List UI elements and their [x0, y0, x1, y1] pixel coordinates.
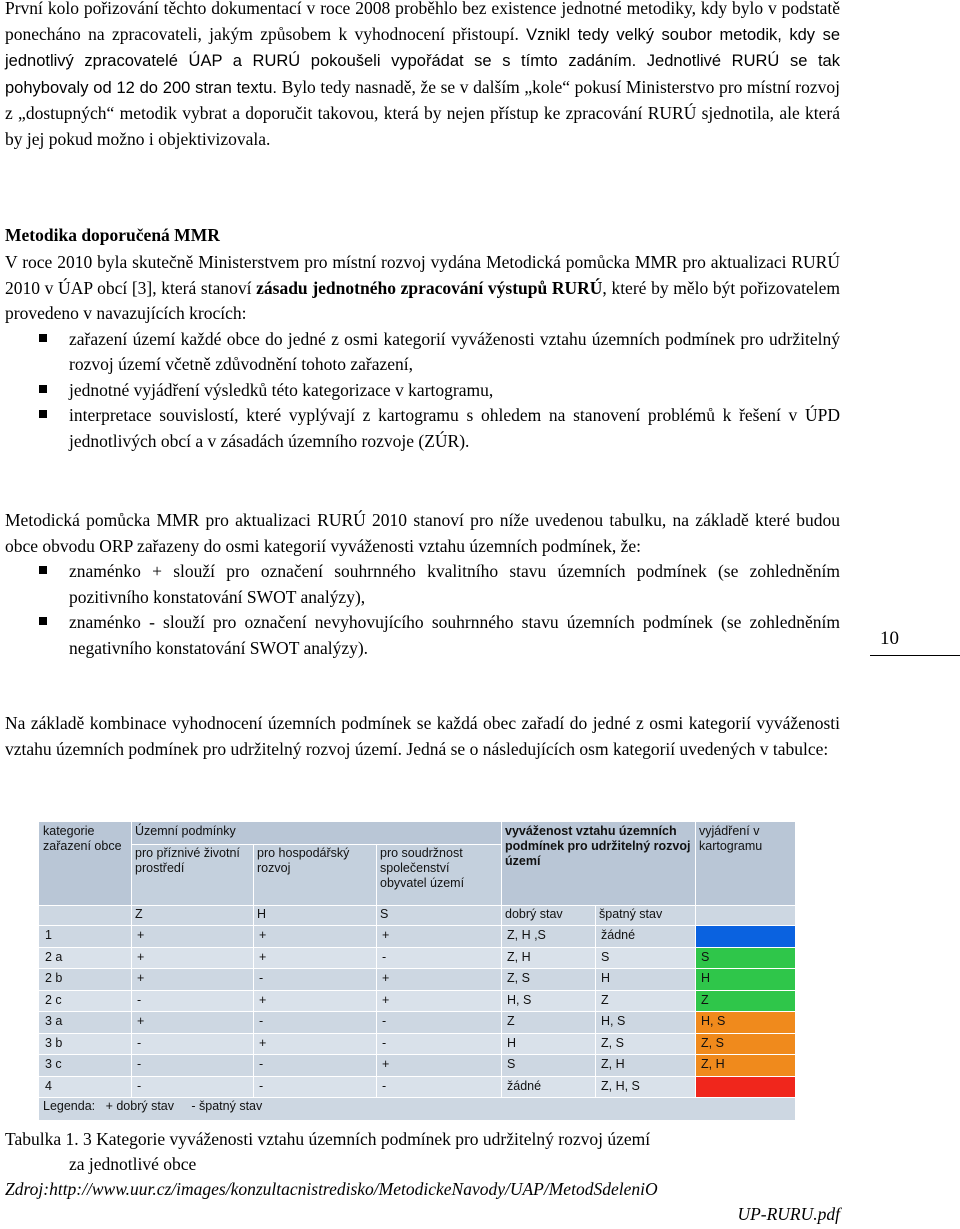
table-legend	[39, 1097, 795, 1120]
source-note	[5, 1177, 840, 1227]
grid-line	[253, 844, 254, 1097]
subheader-s: S	[376, 905, 501, 925]
table-cell-z: +	[131, 925, 253, 947]
map-color-cell	[695, 1076, 795, 1098]
subheader-z: Z	[131, 905, 253, 925]
table-cell-bad: Z, H, S	[595, 1076, 695, 1098]
table-cell-good: Z, S	[501, 968, 595, 990]
methodology-paragraph	[5, 250, 840, 454]
table-cell-z: +	[131, 947, 253, 969]
table-cell-bad: žádné	[595, 925, 695, 947]
subheader-empty	[39, 905, 131, 925]
table-cell-cat: 2 a	[39, 947, 131, 969]
grid-line	[39, 1033, 795, 1034]
subheader-map-empty	[695, 905, 795, 925]
table-cell-h: -	[253, 968, 376, 990]
legend-minus: - špatný stav	[191, 1099, 263, 1113]
sign-item: znaménko + slouží pro označení souhrnného kvalitního stavu územních podmínek (se zohledněním pozitivního konstatování SWOT analýzy),	[5, 559, 840, 610]
table-cell-cat: 3 a	[39, 1011, 131, 1033]
table-cell-bad: Z, S	[595, 1033, 695, 1055]
table-cell-good: S	[501, 1054, 595, 1076]
intro-paragraph	[5, 0, 840, 152]
table-cell-cat: 1	[39, 925, 131, 947]
table-cell-good: Z, H	[501, 947, 595, 969]
map-color-cell: Z, H	[695, 1054, 795, 1076]
grid-line	[39, 1011, 795, 1012]
grid-line	[39, 1097, 795, 1098]
table-cell-s: -	[376, 947, 501, 969]
table-cell-s: +	[376, 925, 501, 947]
header-balance: vyváženost vztahu územních podmínek pro udržitelný rozvoj území	[501, 822, 695, 905]
source-line-1: Zdroj:http://www.uur.cz/images/konzultacnistredisko/MetodickeNavody/UAP/MetodSdeleniO	[5, 1179, 658, 1199]
header-conditions: Územní podmínky	[131, 822, 501, 844]
table-cell-cat: 4	[39, 1076, 131, 1098]
table-cell-bad: S	[595, 947, 695, 969]
grid-line	[131, 844, 501, 845]
methodology-bold-text: zásadu jednotného zpracování výstupů RURÚ	[256, 277, 603, 298]
grid-line	[39, 947, 795, 948]
methodology-text-a: V roce 2010 byla skutečně Ministerstvem pro místní rozvoj vydána Metodická pomůcka MMR pro aktualizaci RURÚ 2010 v ÚAP obcí [3], která stanoví	[5, 252, 840, 298]
sign-item: znaménko - slouží pro označení nevyhovujícího souhrnného stavu územních podmínek (se zohledněním negativního konstatování SWOT analýzy).	[5, 610, 840, 661]
table-cell-good: H, S	[501, 990, 595, 1012]
table-cell-good: Z, H ,S	[501, 925, 595, 947]
table-cell-bad: H	[595, 968, 695, 990]
table-cell-cat: 2 b	[39, 968, 131, 990]
intro-text-c: Bylo tedy nasnadě, že se v dalším „kole“ pokusí Ministerstvo pro místní rozvoj z „dostupných“ metodik vybrat a doporučit takovou, která by nejen přístup ke zpracování RURÚ sjednotila, ale která by jej pokud možno i objektivizovala.	[5, 76, 840, 149]
steps-list	[5, 327, 840, 455]
header-map: vyjádření v kartogramu	[695, 822, 795, 905]
grid-line	[501, 822, 502, 1097]
grid-line	[39, 925, 795, 926]
table-cell-z: -	[131, 1054, 253, 1076]
table-cell-s: +	[376, 968, 501, 990]
grid-line	[39, 1076, 795, 1077]
header-economy: pro hospodářský rozvoj	[253, 844, 376, 905]
signs-intro-text: Metodická pomůcka MMR pro aktualizaci RURÚ 2010 stanoví pro níže uvedenou tabulku, na základě které budou obce obvodu ORP zařazeny do osmi kategorií vyváženosti vztahu územních podmínek, že:	[5, 510, 840, 556]
table-cell-h: -	[253, 1054, 376, 1076]
header-category: kategorie zařazení obce	[39, 822, 131, 905]
map-color-cell: Z	[695, 990, 795, 1012]
table-cell-z: -	[131, 1076, 253, 1098]
page-number: 10	[880, 628, 899, 649]
table-cell-bad: Z, H	[595, 1054, 695, 1076]
table-cell-h: -	[253, 1076, 376, 1098]
table-cell-h: -	[253, 1011, 376, 1033]
signs-list	[5, 559, 840, 661]
header-cohesion: pro soudržnost společenství obyvatel území	[376, 844, 501, 905]
legend-plus: + dobrý stav	[105, 1099, 175, 1113]
methodology-text-c: , které by mělo být pořizovatelem provedeno v navazujících krocích:	[5, 277, 840, 323]
header-environment: pro příznivé životní prostředí	[131, 844, 253, 905]
table-cell-good: Z	[501, 1011, 595, 1033]
grid-line	[595, 905, 596, 1097]
subheader-good: dobrý stav	[501, 905, 595, 925]
table-cell-z: -	[131, 1033, 253, 1055]
map-color-cell: H, S	[695, 1011, 795, 1033]
table-cell-z: +	[131, 1011, 253, 1033]
subheader-bad: špatný stav	[595, 905, 695, 925]
grid-line	[39, 905, 795, 906]
table-cell-good: žádné	[501, 1076, 595, 1098]
legend-label: Legenda:	[43, 1099, 96, 1113]
map-color-cell: S	[695, 947, 795, 969]
table-cell-bad: H, S	[595, 1011, 695, 1033]
caption-line-2: za jednotlivé obce	[69, 1154, 197, 1174]
signs-paragraph	[5, 508, 840, 661]
categories-table	[39, 822, 795, 1120]
categories-paragraph: Na základě kombinace vyhodnocení územních podmínek se každá obec zařadí do jedné z osmi kategorií vyváženosti vztahu územních podmínek pro udržitelný rozvoj území. Jedná se o následujících osm kategorií uvedených v tabulce:	[5, 713, 840, 759]
page-number-rule	[870, 655, 960, 656]
map-color-cell	[695, 925, 795, 947]
grid-line	[39, 968, 795, 969]
map-color-cell: H	[695, 968, 795, 990]
grid-line	[131, 822, 132, 1097]
step-item: zařazení území každé obce do jedné z osmi kategorií vyváženosti vztahu územních podmínek pro udržitelný rozvoj území včetně zdůvodnění tohoto zařazení,	[5, 327, 840, 378]
table-cell-s: -	[376, 1076, 501, 1098]
grid-line	[695, 822, 696, 1097]
table-cell-cat: 2 c	[39, 990, 131, 1012]
map-color-cell: Z, S	[695, 1033, 795, 1055]
table-cell-s: -	[376, 1011, 501, 1033]
table-caption	[5, 1127, 835, 1177]
table-cell-z: -	[131, 990, 253, 1012]
grid-line	[39, 1054, 795, 1055]
table-cell-cat: 3 c	[39, 1054, 131, 1076]
subheader-h: H	[253, 905, 376, 925]
table-cell-s: -	[376, 1033, 501, 1055]
caption-line-1: Tabulka 1. 3 Kategorie vyváženosti vztahu územních podmínek pro udržitelný rozvoj území	[5, 1129, 651, 1149]
table-cell-s: +	[376, 1054, 501, 1076]
grid-line	[376, 844, 377, 1097]
table-cell-h: +	[253, 990, 376, 1012]
table-cell-h: +	[253, 947, 376, 969]
grid-line	[39, 990, 795, 991]
source-line-2: UP-RURU.pdf	[737, 1204, 840, 1224]
table-cell-good: H	[501, 1033, 595, 1055]
step-item: jednotné vyjádření výsledků této kategorizace v kartogramu,	[5, 378, 840, 404]
table-cell-s: +	[376, 990, 501, 1012]
table-cell-h: +	[253, 925, 376, 947]
step-item: interpretace souvislostí, které vyplývají z kartogramu s ohledem na stanovení problémů k řešení v ÚPD jednotlivých obcí a v zásadách územního rozvoje (ZÚR).	[5, 403, 840, 454]
table-cell-cat: 3 b	[39, 1033, 131, 1055]
section-heading: Metodika doporučená MMR	[5, 225, 220, 245]
table-cell-bad: Z	[595, 990, 695, 1012]
table-cell-z: +	[131, 968, 253, 990]
intro-text-b: Vznikl tedy velký soubor metodik, kdy se jednotlivý zpracovatelé ÚAP a RURÚ pokoušeli vypořádat se s tímto zadáním. Jednotlivé RURÚ se tak pohybovaly od 12 do 200 stran textu.	[5, 25, 840, 97]
table-cell-h: +	[253, 1033, 376, 1055]
intro-text-a: První kolo pořizování těchto dokumentací v roce 2008 proběhlo bez existence jednotné metodiky, kdy bylo v podstatě ponecháno na zpracovateli, jakým způsobem k vyhodnocení přistoupí.	[5, 0, 840, 44]
